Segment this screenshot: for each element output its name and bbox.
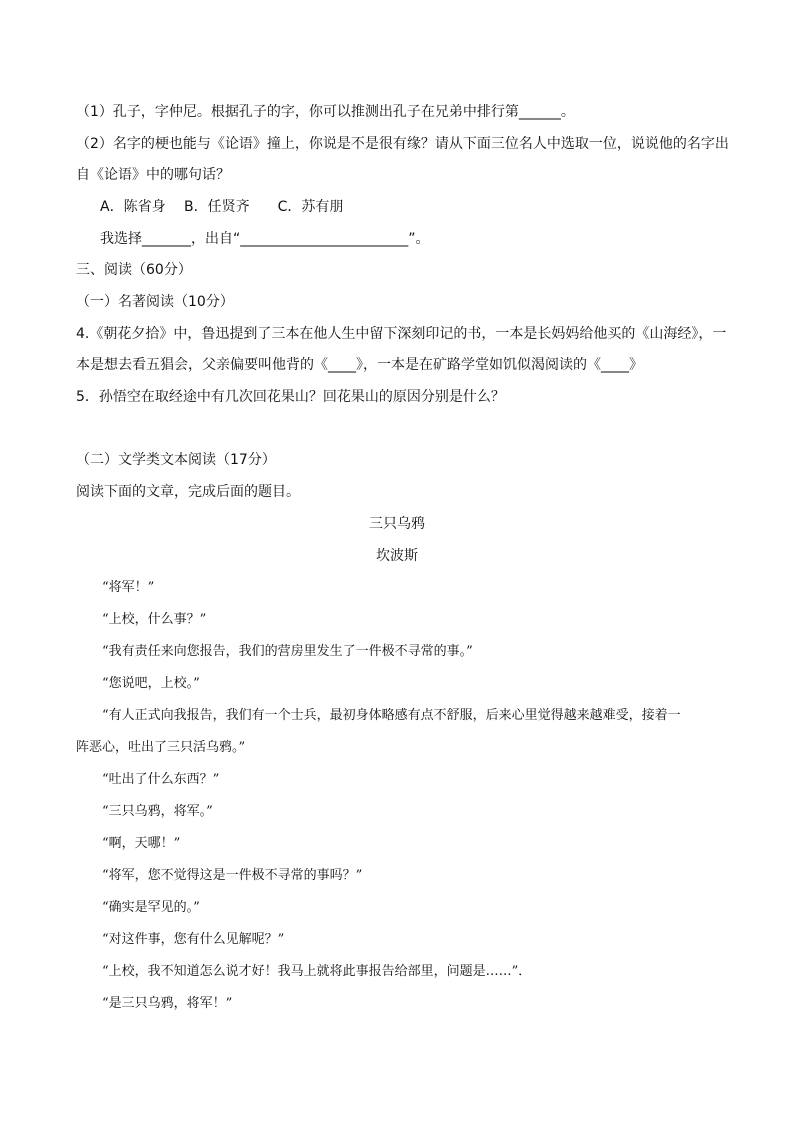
article-line: “吐出了什么东西？” [102,772,220,787]
reading-instruction: 阅读下面的文章，完成后面的题目。 [76,484,300,500]
article-title: 三只乌鸦 [369,516,425,532]
q2-answer-line: 我选择_______，出自“________________________”。 [100,231,430,247]
part1-heading: （一）名著阅读（10分） [76,294,234,310]
q2-line2: 自《论语》中的哪句话？ [76,167,230,183]
part2-heading: （二）文学类文本阅读（17分） [76,452,276,468]
article-line: “上校，什么事？” [102,612,207,627]
article-line: “确实是罕见的。” [102,900,200,915]
article-line: “将军，您不觉得这是一件极不寻常的事吗？” [102,868,363,883]
article-line: “您说吧，上校。” [102,676,200,691]
article-line: “我有责任来向您报告，我们的营房里发生了一件极不寻常的事。” [102,644,473,659]
q2-options: A．陈省身 B．任贤齐 C．苏有朋 [100,199,344,215]
article-line: “将军！” [102,580,155,595]
q2-line1: （2）名字的梗也能与《论语》撞上，你说是不是很有缘？请从下面三位名人中选取一位，说说他的名字出 [76,136,729,152]
article-line: “是三只乌鸦，将军！” [102,996,233,1011]
article-line: “上校，我不知道怎么说才好！我马上就将此事报告给部里，问题是……”． [102,964,532,979]
q4-line2: 本是想去看五猖会，父亲偏要叫他背的《____》，一本是在矿路学堂如饥似渴阅读的《____》 [76,357,643,373]
q1: （1）孔子，字仲尼。根据孔子的字，你可以推测出孔子在兄弟中排行第______。 [76,104,575,120]
article-line: 阵恶心，吐出了三只活乌鸦。” [76,740,246,755]
article-line: “三只乌鸦，将军。” [102,804,213,819]
article-author: 坎波斯 [376,548,418,564]
article-line: “啊，天哪！” [102,836,181,851]
article-line: “对这件事，您有什么见解呢？” [102,932,285,947]
q5: 5．孙悟空在取经途中有几次回花果山？回花果山的原因分别是什么？ [76,389,505,405]
section-heading: 三、阅读（60分） [76,262,192,278]
q4-line1: 4.《朝花夕拾》中，鲁迅提到了三本在他人生中留下深刻印记的书，一本是长妈妈给他买的《山海经》，一 [76,326,727,342]
article-line: “有人正式向我报告，我们有一个士兵，最初身体略感有点不舒服，后来心里觉得越来越难受，接着一 [102,708,681,723]
